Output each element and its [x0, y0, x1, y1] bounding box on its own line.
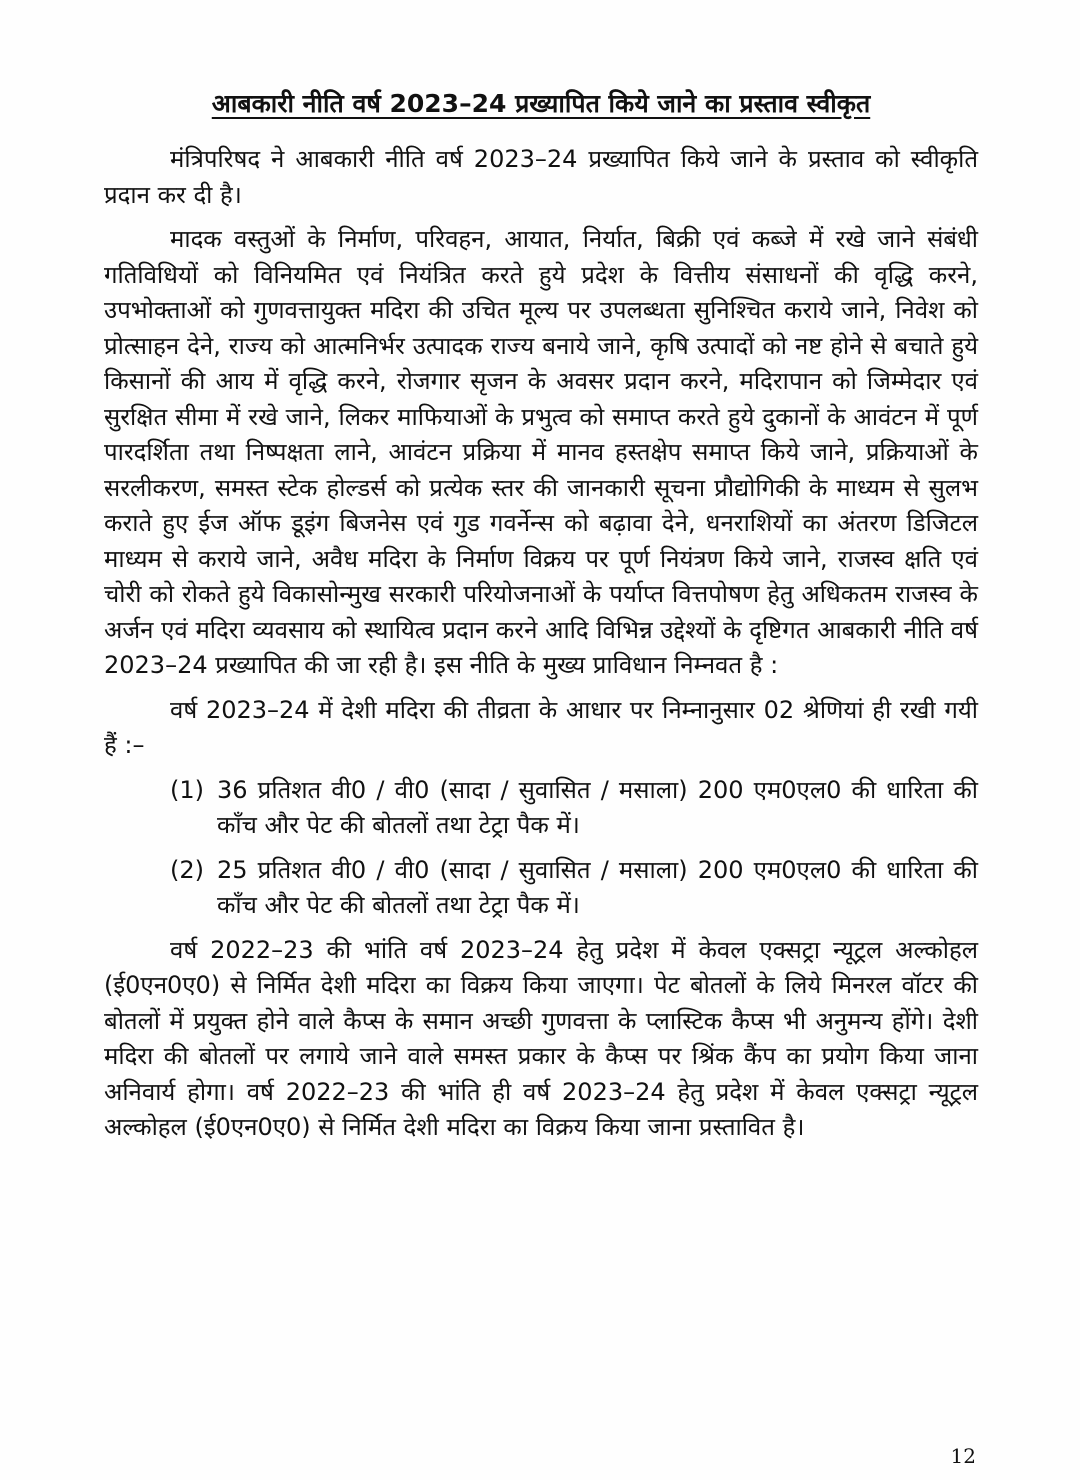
paragraph-objectives: मादक वस्तुओं के निर्माण, परिवहन, आयात, निर्यात, बिक्री एवं कब्जे में रखे जाने संबंधी गतिविधियों को विनियमित एवं नियंत्रित करते हुये प्रदेश के वित्तीय संसाधनों की वृद्धि करने, उपभोक्ताओं को गुणवत्तायुक्त मदिरा की उचित मूल्य पर उपलब्धता सुनिश्चित कराये जाने, निवेश को प्रोत्साहन देने, राज्य को आत्मनिर्भर उत्पादक राज्य बनाये जाने, कृषि उत्पादों को नष्ट होने से बचाते हुये किसानों की आय में वृद्धि करने, रोजगार सृजन के अवसर प्रदान करने, मदिरापान को जिम्मेदार एवं सुरक्षित सीमा में रखे जाने, लिकर माफियाओं के प्रभुत्व को समाप्त करते हुये दुकानों के आवंटन में पूर्ण पारदर्शिता तथा निष्पक्षता लाने, आवंटन प्रक्रिया में मानव हस्तक्षेप समाप्त किये जाने, प्रक्रियाओं के सरलीकरण, समस्त स्टेक होल्डर्स को प्रत्येक स्तर की जानकारी सूचना प्रौद्योगिकी के माध्यम से सुलभ कराते हुए ईज ऑफ डूइंग बिजनेस एवं गुड गवर्नेन्स को बढ़ावा देने, धनराशियों का अंतरण डिजिटल माध्यम से कराये जाने, अवैध मदिरा के निर्माण विक्रय पर पूर्ण नियंत्रण किये जाने, राजस्व क्षति एवं चोरी को रोकते हुये विकासोन्मुख सरकारी परियोजनाओं के पर्याप्त वित्तपोषण हेतु अधिकतम राजस्व के अर्जन एवं मदिरा व्यवसाय को स्थायित्व प्रदान करने आदि विभिन्न उद्देश्यों के दृष्टिगत आबकारी नीति वर्ष 2023–24 प्रख्यापित की जा रही है। इस नीति के मुख्य प्राविधान निम्नवत है : — [104, 225, 978, 679]
list-item-number: (1) — [170, 775, 204, 804]
list-item-text: 36 प्रतिशत वी0 / वी0 (सादा / सुवासित / मसाला) 200 एम0एल0 की धारिता की काँच और पेट की बोतलों तथा टेट्रा पैक में। — [217, 775, 978, 839]
document-title: आबकारी नीति वर्ष 2023–24 प्रख्यापित किये जाने का प्रस्ताव स्वीकृत — [211, 89, 871, 118]
page-number: 12 — [950, 1444, 976, 1468]
paragraph-categories-intro: वर्ष 2023–24 में देशी मदिरा की तीव्रता के आधार पर निम्नानुसार 02 श्रेणियां ही रखी गयी हैं :– — [104, 695, 978, 759]
list-item — [104, 853, 978, 924]
list-item-number: (2) — [170, 855, 204, 884]
document-body — [104, 84, 978, 1146]
paragraph-closing: वर्ष 2022–23 की भांति वर्ष 2023–24 हेतु प्रदेश में केवल एक्सट्रा न्यूट्रल अल्कोहल (ई0एन0ए0) से निर्मित देशी मदिरा का विक्रय किया जाएगा। पेट बोतलों के लिये मिनरल वॉटर की बोतलों में प्रयुक्त होने वाले कैप्स के समान अच्छी गुणवत्ता के प्लास्टिक कैप्स भी अनुमन्य होंगे। देशी मदिरा की बोतलों पर लगाये जाने वाले समस्त प्रकार के कैप्स पर श्रिंक कैंप का प्रयोग किया जाना अनिवार्य होगा। वर्ष 2022–23 की भांति ही वर्ष 2023–24 हेतु प्रदेश में केवल एक्सट्रा न्यूट्रल अल्कोहल (ई0एन0ए0) से निर्मित देशी मदिरा का विक्रय किया जाना प्रस्तावित है। — [104, 935, 978, 1141]
list-item — [104, 773, 978, 844]
paragraph-approval: मंत्रिपरिषद ने आबकारी नीति वर्ष 2023–24 प्रख्यापित किये जाने के प्रस्ताव को स्वीकृति प्रदान कर दी है। — [104, 145, 978, 209]
list-item-text: 25 प्रतिशत वी0 / वी0 (सादा / सुवासित / मसाला) 200 एम0एल0 की धारिता की काँच और पेट की बोतलों तथा टेट्रा पैक में। — [217, 855, 978, 919]
